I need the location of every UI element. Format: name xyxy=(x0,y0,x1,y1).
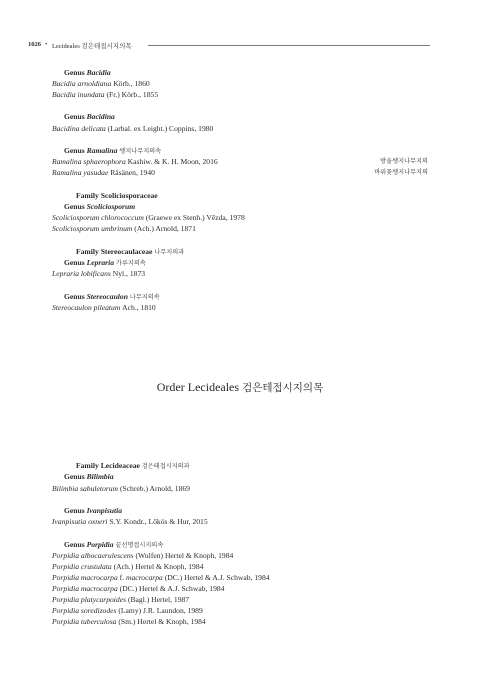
running-header xyxy=(28,40,430,52)
species-entry: Porpidia platycarpoides (Bagl.) Hertel, 1987 xyxy=(52,595,190,604)
family-heading-scoliciosporaceae: Family Scoliciosporaceae xyxy=(76,191,158,200)
family-heading-stereocaulaceae: Family Stereocaulaceae 나무지의과 xyxy=(76,247,185,256)
species-entry: Scoliciosporum chlorococcum (Graewe ex Stenh.) Vězda, 1978 xyxy=(52,213,245,222)
species-entry: Porpidia soredizodes (Lamy) J.R. Laundon, 1989 xyxy=(52,606,203,615)
species-entry: Bilimbia sabuletorum (Schreb.) Arnold, 1869 xyxy=(52,484,190,493)
genus-heading-stereocaulon: Genus Stereocaulon 나무지의속 xyxy=(64,292,160,301)
species-entry: Lepraria lobificans Nyl., 1873 xyxy=(52,269,146,278)
species-entry: Porpidia tuberculosa (Sm.) Hertel & Knoph, 1984 xyxy=(52,617,206,626)
header-rule xyxy=(148,45,430,46)
species-entry: Bacidina delicata (Larbal. ex Leight.) Coppins, 1980 xyxy=(52,124,214,133)
genus-heading-porpidia: Genus Porpidia 끝선명접시지의속 xyxy=(64,540,164,549)
species-entry: Porpidia albocaerulescens (Wulfen) Hertel & Knoph, 1984 xyxy=(52,551,234,560)
genus-heading-scoliciosporum: Genus Scoliciosporum xyxy=(64,202,136,211)
genus-heading-lepraria: Genus Lepraria 가루지의속 xyxy=(64,258,146,267)
korean-common-name: 방울쌩지나무지의 xyxy=(380,158,428,165)
genus-heading-bilimbia: Genus Bilimbia xyxy=(64,472,114,481)
genus-heading-bacidia: Genus Bacidia xyxy=(64,68,111,77)
running-title: Lecideales 검은테접시지의목 xyxy=(52,43,132,50)
species-entry: Stereocaulon pileatum Ach., 1810 xyxy=(52,303,156,312)
species-entry: Scoliciosporum umbrinum (Ach.) Arnold, 1871 xyxy=(52,224,196,233)
species-entry: Porpidia macrocarpa f. macrocarpa (DC.) Hertel & A.J. Schwab, 1984 xyxy=(52,573,270,582)
page-number: 1026 xyxy=(28,41,41,48)
species-entry: Bacidia arnoldiana Körb., 1860 xyxy=(52,79,150,88)
korean-common-name: 바위꽃쌩지나무지의 xyxy=(374,169,428,176)
order-heading: Order Lecideales 검은테접시지의목 xyxy=(156,380,324,394)
family-heading-lecideaceae: Family Lecideaceae 검은테접시지의과 xyxy=(76,461,190,470)
species-entry: Porpidia crustulata (Ach.) Hertel & Knoph, 1984 xyxy=(52,562,204,571)
genus-heading-ivanpisutia: Genus Ivanpisutia xyxy=(64,506,123,515)
species-entry: Ramalina sphaerophora Kashiw. & K. H. Moon, 2016 xyxy=(52,157,218,166)
species-entry: Ramalina yasudae Räsänen, 1940 xyxy=(52,168,155,177)
genus-heading-ramalina: Genus Ramalina 쌩지나무지의속 xyxy=(64,146,162,155)
species-entry: Ivanpisutia oxneri S.Y. Kondr., Lőkös & Hur, 2015 xyxy=(52,517,208,526)
genus-heading-bacidina: Genus Bacidina xyxy=(64,112,115,121)
species-entry: Bacidia inundata (Fr.) Körb., 1855 xyxy=(52,90,159,99)
header-bullet: • xyxy=(45,41,48,48)
species-entry: Porpidia macrocarpa (DC.) Hertel & A.J. Schwab, 1984 xyxy=(52,584,225,593)
